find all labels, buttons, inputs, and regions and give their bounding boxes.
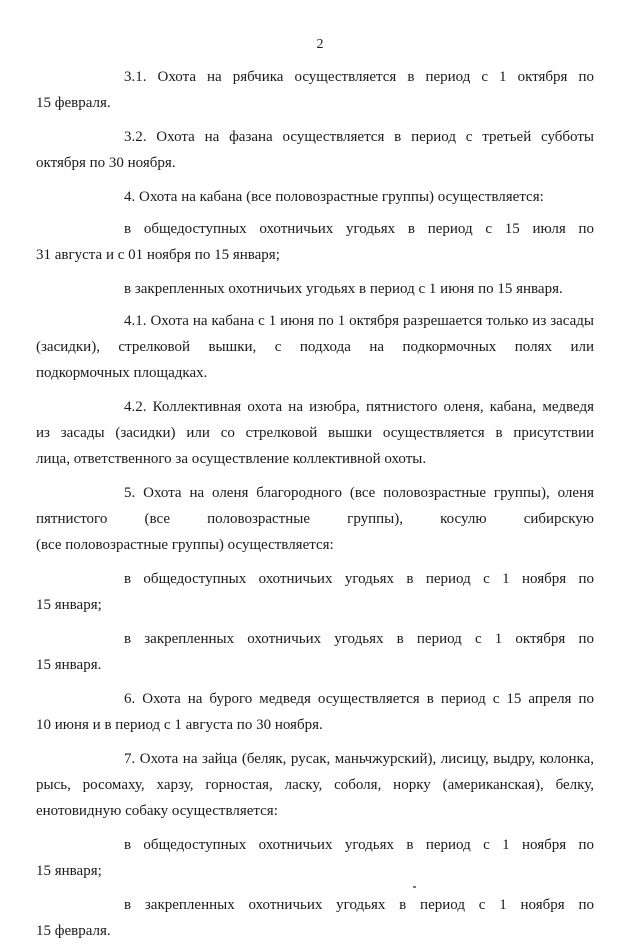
paragraph-line: (засидки), стрелковой вышки, с подхода на подкормочных полях или (36, 339, 594, 355)
paragraph-line: подкормочных площадках. (36, 365, 208, 381)
paragraph-5 (36, 480, 594, 558)
paragraph-line: 4.2. Коллективная охота на изюбра, пятнистого оленя, кабана, медведя (124, 399, 594, 415)
scan-speck (413, 886, 416, 888)
paragraph-3-2 (36, 124, 594, 176)
document-body (36, 64, 594, 952)
paragraph-7-public-lands (36, 832, 594, 884)
paragraph-line: октября по 30 ноября. (36, 155, 176, 171)
paragraph-line: 6. Охота на бурого медведя осуществляется в период с 15 апреля по (124, 691, 594, 707)
paragraph-5-assigned-lands (36, 626, 594, 678)
paragraph-line: 7. Охота на зайца (беляк, русак, маньчжурский), лисицу, выдру, колонка, (124, 751, 594, 767)
paragraph-line: в общедоступных охотничьих угодьях в период с 1 ноября по (124, 571, 594, 587)
paragraph-line: 15 февраля. (36, 923, 111, 939)
paragraph-line: пятнистого (все половозрастные группы), косулю сибирскую (36, 511, 594, 527)
paragraph-4-2 (36, 394, 594, 472)
paragraph-5-public-lands (36, 566, 594, 618)
paragraph-line: в закрепленных охотничьих угодьях в период с 1 июня по 15 января. (124, 281, 563, 297)
paragraph-7 (36, 746, 594, 824)
paragraph-4-public-lands (36, 216, 594, 268)
paragraph-line: 15 января; (36, 863, 102, 879)
paragraph-line: енотовидную собаку осуществляется: (36, 803, 278, 819)
paragraph-line: в общедоступных охотничьих угодьях в период с 1 ноября по (124, 837, 594, 853)
paragraph-line: в закрепленных охотничьих угодьях в период с 1 октября по (124, 631, 594, 647)
paragraph-4-assigned-lands (80, 276, 594, 302)
paragraph-line: (все половозрастные группы) осуществляется: (36, 537, 334, 553)
page-number: 2 (316, 37, 324, 52)
paragraph-line: 4. Охота на кабана (все половозрастные группы) осуществляется: (124, 189, 544, 205)
paragraph-line: 31 августа и с 01 ноября по 15 января; (36, 247, 280, 263)
paragraph-line: 15 февраля. (36, 95, 111, 111)
paragraph-7-assigned-lands (36, 892, 594, 944)
paragraph-6 (36, 686, 594, 738)
paragraph-3-1 (36, 64, 594, 116)
paragraph-line: 5. Охота на оленя благородного (все половозрастные группы), оленя (124, 485, 594, 501)
paragraph-line: 3.1. Охота на рябчика осуществляется в период с 1 октября по (124, 69, 594, 85)
paragraph-line: 10 июня и в период с 1 августа по 30 ноября. (36, 717, 323, 733)
paragraph-line: лица, ответственного за осуществление коллективной охоты. (36, 451, 427, 467)
paragraph-4-1 (36, 308, 594, 386)
paragraph-4 (80, 184, 594, 210)
paragraph-line: 4.1. Охота на кабана с 1 июня по 1 октября разрешается только из засады (124, 313, 594, 329)
paragraph-line: 15 января. (36, 657, 102, 673)
paragraph-line: в общедоступных охотничьих угодьях в период с 15 июля по (124, 221, 594, 237)
paragraph-line: в закрепленных охотничьих угодьях в период с 1 ноября по (124, 897, 594, 913)
paragraph-line: 15 января; (36, 597, 102, 613)
paragraph-line: 3.2. Охота на фазана осуществляется в период с третьей субботы (124, 129, 594, 145)
paragraph-line: из засады (засидки) или со стрелковой вышки осуществляется в присутствии (36, 425, 594, 441)
paragraph-line: рысь, росомаху, харзу, горностая, ласку, соболя, норку (американская), белку, (36, 777, 594, 793)
